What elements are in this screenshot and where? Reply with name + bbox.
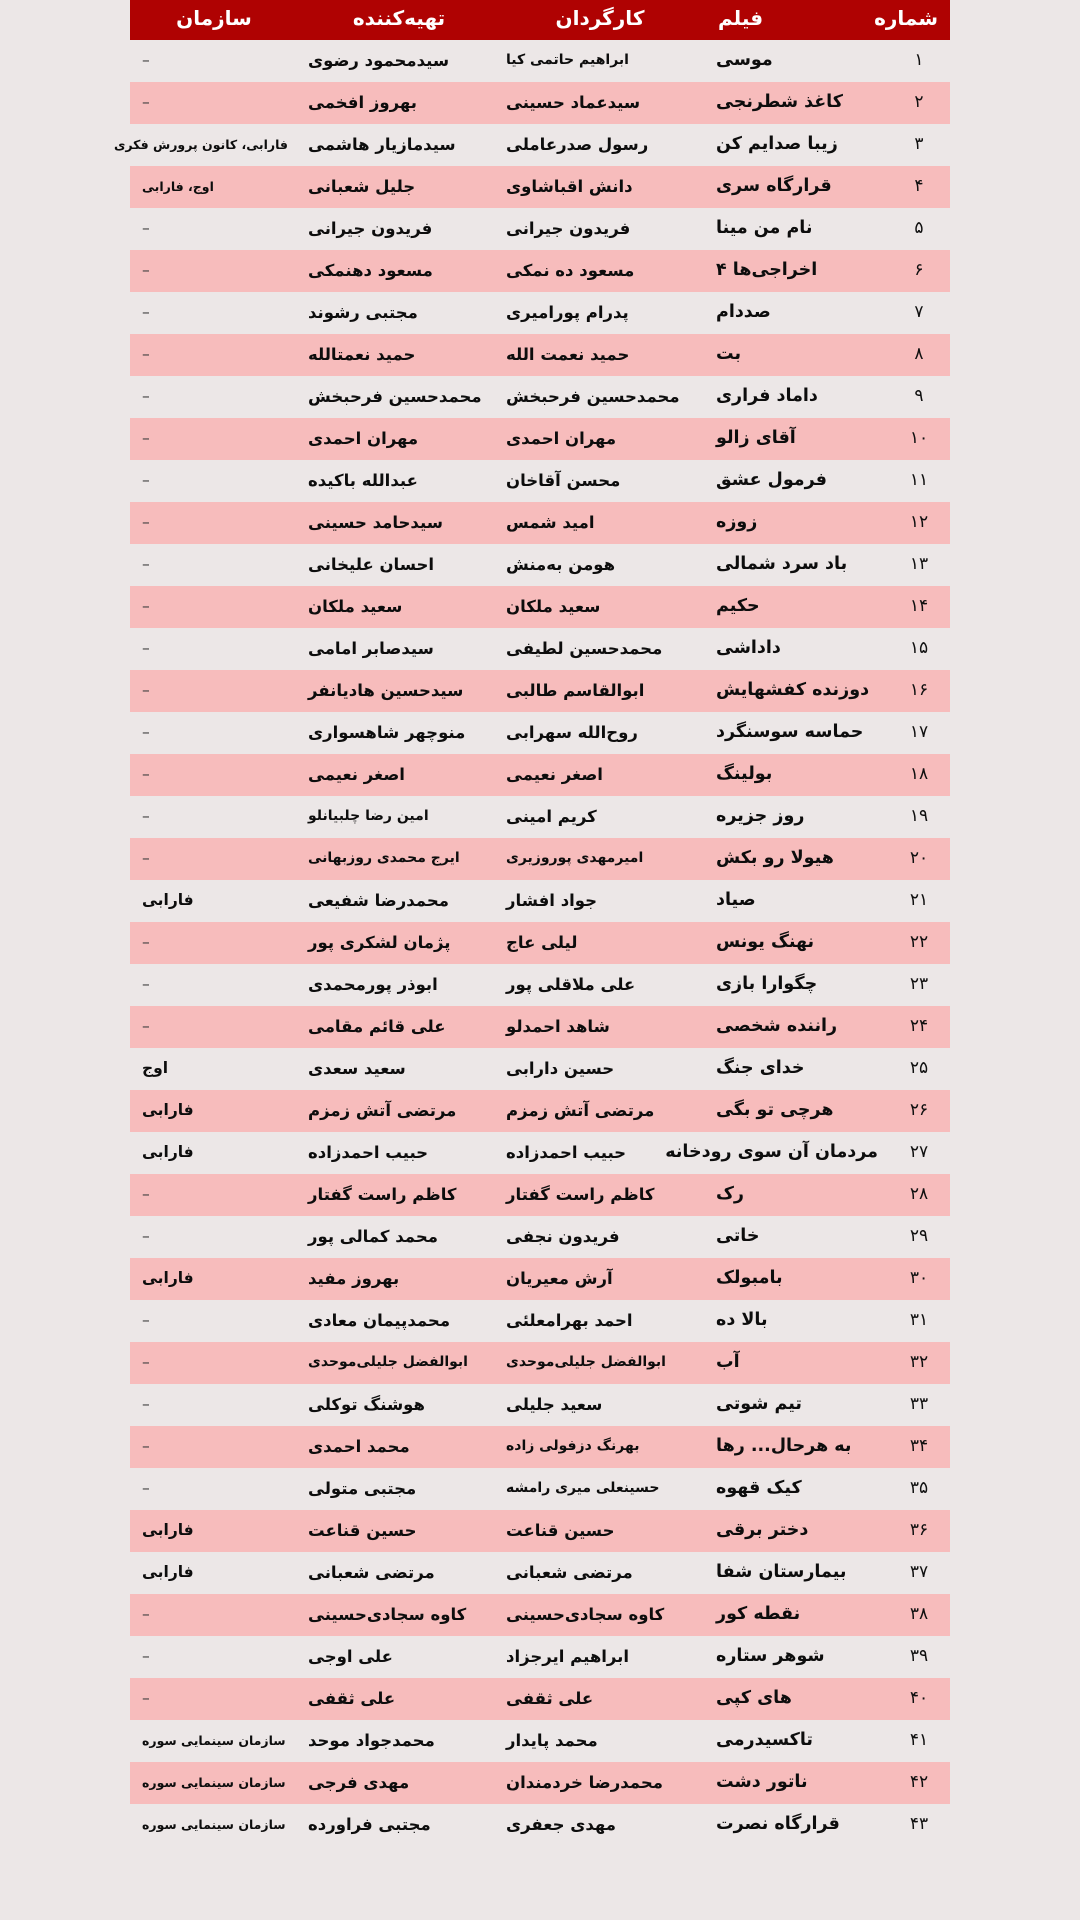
cell-film: ناتور دشت <box>716 1772 808 1793</box>
cell-organization: – <box>142 51 150 70</box>
table-row <box>130 1048 950 1090</box>
table-row <box>130 1342 950 1384</box>
cell-number: ۳۶ <box>909 1520 929 1541</box>
cell-director: ابوالفضل جلیلی‌موحدی <box>506 1354 666 1371</box>
cell-director: کریم امینی <box>506 806 597 826</box>
cell-number: ۴۳ <box>909 1814 929 1835</box>
cell-number: ۲۸ <box>909 1184 929 1205</box>
table-row <box>130 712 950 754</box>
table-row <box>130 1678 950 1720</box>
cell-film: هیولا رو بکش <box>716 848 834 869</box>
cell-producer: امین رضا چلبیانلو <box>308 808 429 825</box>
cell-number: ۳۹ <box>909 1646 929 1667</box>
table-row <box>130 250 950 292</box>
cell-film: چگوارا بازی <box>716 974 818 995</box>
cell-organization: – <box>142 681 150 700</box>
cell-number: ۹ <box>914 386 924 407</box>
table-row <box>130 334 950 376</box>
cell-organization: – <box>142 1311 150 1330</box>
cell-organization: – <box>142 1605 150 1624</box>
cell-number: ۲۳ <box>909 974 929 995</box>
cell-producer: مجتبی متولی <box>308 1478 417 1498</box>
cell-director: حسین دارابی <box>506 1058 615 1078</box>
cell-producer: ابوالفضل جلیلی‌موحدی <box>308 1354 468 1371</box>
cell-director: ابوالقاسم طالبی <box>506 680 645 700</box>
cell-film: خدای جنگ <box>716 1058 805 1079</box>
cell-number: ۱ <box>914 50 924 71</box>
cell-director: شاهد احمدلو <box>506 1016 610 1036</box>
cell-organization: فارابی، کانون پرورش فکری <box>113 137 288 153</box>
cell-organization: فارابی <box>142 1521 194 1540</box>
cell-film: دختر برقی <box>716 1520 809 1541</box>
cell-film: تیم شوتی <box>716 1394 802 1415</box>
cell-producer: ایرج محمدی روزبهانی <box>308 850 460 867</box>
cell-organization: سازمان سینمایی سوره <box>142 1775 286 1791</box>
cell-number: ۷ <box>914 302 924 323</box>
cell-organization: – <box>142 597 150 616</box>
cell-number: ۶ <box>914 260 924 281</box>
cell-number: ۲۷ <box>909 1142 929 1163</box>
cell-director: محمد پایدار <box>506 1730 598 1750</box>
cell-producer: حبیب احمدزاده <box>308 1142 429 1162</box>
cell-director: سعید ملکان <box>506 596 601 616</box>
cell-director: مهدی جعفری <box>506 1814 616 1834</box>
table-row <box>130 1510 950 1552</box>
cell-director: رسول صدرعاملی <box>506 134 649 154</box>
table-row <box>130 1468 950 1510</box>
cell-producer: مهدی فرجی <box>308 1772 410 1792</box>
cell-organization: – <box>142 639 150 658</box>
table-row <box>130 586 950 628</box>
cell-film: داماد فراری <box>716 386 818 407</box>
table-row <box>130 754 950 796</box>
cell-number: ۱۹ <box>909 806 929 827</box>
cell-film: بامبولک <box>716 1268 783 1289</box>
column-header-film: فیلم <box>700 0 888 40</box>
cell-organization: – <box>142 387 150 406</box>
cell-director: محمدحسین لطیفی <box>506 638 663 658</box>
cell-film: اخراجی‌ها ۴ <box>716 260 818 281</box>
cell-director: ابراهیم حاتمی کیا <box>506 52 629 69</box>
cell-producer: عبدالله باکیده <box>308 470 418 490</box>
films-table <box>113 0 950 1846</box>
cell-producer: علی ثقفی <box>308 1688 396 1708</box>
cell-director: جواد افشار <box>506 890 598 910</box>
cell-director: لیلی عاج <box>506 932 578 952</box>
cell-organization: سازمان سینمایی سوره <box>142 1733 286 1749</box>
cell-film: بیمارستان شفا <box>716 1562 847 1583</box>
cell-director: مرتضی آتش زمزم <box>506 1100 655 1120</box>
cell-director: علی ثقفی <box>506 1688 594 1708</box>
cell-film: مردمان آن سوی رودخانه <box>665 1142 878 1163</box>
cell-producer: سیدصابر امامی <box>308 638 434 658</box>
table-row <box>130 124 950 166</box>
cell-producer: سیدمازیار هاشمی <box>308 134 456 154</box>
cell-film: به هرحال... رها <box>716 1436 852 1457</box>
cell-director: محمدرضا خردمندان <box>506 1772 663 1792</box>
cell-organization: – <box>142 555 150 574</box>
cell-number: ۲۴ <box>909 1016 929 1037</box>
cell-director: بهرنگ دزفولی زاده <box>506 1438 640 1455</box>
cell-film: نام من مینا <box>716 218 813 239</box>
cell-organization: اوج، فارابی <box>142 179 214 195</box>
cell-director: کاوه سجادی‌حسینی <box>506 1604 665 1624</box>
cell-director: پدرام پورامیری <box>506 302 629 322</box>
cell-director: مهران احمدی <box>506 428 617 448</box>
cell-director: احمد بهرامعلئی <box>506 1310 633 1330</box>
cell-organization: – <box>142 1647 150 1666</box>
cell-film: فرمول عشق <box>716 470 827 491</box>
cell-organization: فارابی <box>142 1563 194 1582</box>
table-row <box>130 1636 950 1678</box>
cell-number: ۱۴ <box>909 596 929 617</box>
table-row <box>130 1426 950 1468</box>
cell-director: مسعود ده نمکی <box>506 260 635 280</box>
cell-producer: فریدون جیرانی <box>308 218 433 238</box>
table-row <box>130 964 950 1006</box>
table-row <box>130 502 950 544</box>
cell-organization: فارابی <box>142 1269 194 1288</box>
cell-number: ۳۸ <box>909 1604 929 1625</box>
cell-producer: پژمان لشکری پور <box>308 932 451 952</box>
cell-producer: کاوه سجادی‌حسینی <box>308 1604 467 1624</box>
cell-film: داداشی <box>716 638 781 659</box>
cell-film: دوزنده کفشهایش <box>716 680 870 701</box>
table-row <box>130 1594 950 1636</box>
cell-director: محسن آقاخان <box>506 470 621 490</box>
table-row <box>130 1804 950 1846</box>
cell-film: زوزه <box>716 512 758 533</box>
cell-film: های کپی <box>716 1688 792 1709</box>
cell-number: ۱۱ <box>909 470 929 491</box>
cell-producer: سیدحامد حسینی <box>308 512 443 532</box>
cell-producer: مسعود دهنمکی <box>308 260 433 280</box>
cell-film: هرچی تو بگی <box>716 1100 834 1121</box>
cell-number: ۲۹ <box>909 1226 929 1247</box>
cell-producer: سیدمحمود رضوی <box>308 50 450 70</box>
cell-film: موسی <box>716 50 773 71</box>
cell-film: قرارگاه سری <box>716 176 832 197</box>
table-row <box>130 292 950 334</box>
table-row <box>130 1384 950 1426</box>
table-row <box>130 1552 950 1594</box>
cell-organization: – <box>142 723 150 742</box>
cell-organization: – <box>142 1437 150 1456</box>
table-row <box>130 838 950 880</box>
cell-film: آقای زالو <box>716 428 796 449</box>
cell-organization: – <box>142 1479 150 1498</box>
cell-director: کاظم راست گفتار <box>506 1184 655 1204</box>
cell-number: ۱۰ <box>909 428 929 449</box>
cell-number: ۳۱ <box>909 1310 929 1331</box>
cell-film: باد سرد شمالی <box>716 554 848 575</box>
cell-organization: – <box>142 1353 150 1372</box>
cell-number: ۲۱ <box>909 890 929 911</box>
cell-producer: بهروز مفید <box>308 1268 400 1288</box>
cell-film: نهنگ یونس <box>716 932 815 953</box>
cell-director: دانش اقباشاوی <box>506 176 633 196</box>
cell-film: بالا ده <box>716 1310 768 1331</box>
cell-director: حسین قناعت <box>506 1520 615 1540</box>
table-row <box>130 82 950 124</box>
cell-producer: کاظم راست گفتار <box>308 1184 457 1204</box>
table-row <box>130 880 950 922</box>
cell-organization: – <box>142 345 150 364</box>
cell-organization: – <box>142 513 150 532</box>
cell-organization: سازمان سینمایی سوره <box>142 1817 286 1833</box>
cell-director: فریدون نجفی <box>506 1226 620 1246</box>
table-row <box>130 208 950 250</box>
cell-number: ۲ <box>914 92 924 113</box>
cell-producer: اصغر نعیمی <box>308 764 405 784</box>
cell-director: فریدون جیرانی <box>506 218 631 238</box>
column-header-producer: تهیه‌کننده <box>298 0 500 40</box>
cell-director: سعید جلیلی <box>506 1394 603 1414</box>
table-header-row <box>130 0 950 40</box>
cell-producer: جلیل شعبانی <box>308 176 416 196</box>
cell-producer: حمید نعمتالله <box>308 344 416 364</box>
cell-producer: مهران احمدی <box>308 428 419 448</box>
cell-director: امید شمس <box>506 512 595 532</box>
cell-film: قرارگاه نصرت <box>716 1814 840 1835</box>
cell-film: روز جزیره <box>716 806 805 827</box>
cell-director: علی ملاقلی پور <box>506 974 636 994</box>
cell-organization: فارابی <box>142 891 194 910</box>
cell-film: بولینگ <box>716 764 773 785</box>
cell-organization: – <box>142 933 150 952</box>
cell-producer: سیدحسین هادیانفر <box>308 680 464 700</box>
cell-number: ۴۰ <box>909 1688 929 1709</box>
table-row <box>130 1090 950 1132</box>
cell-number: ۴۲ <box>909 1772 929 1793</box>
cell-organization: – <box>142 429 150 448</box>
cell-film: کیک قهوه <box>716 1478 802 1499</box>
cell-number: ۳۷ <box>909 1562 929 1583</box>
cell-producer: علی قائم مقامی <box>308 1016 446 1036</box>
cell-number: ۱۳ <box>909 554 929 575</box>
cell-number: ۱۷ <box>909 722 929 743</box>
cell-producer: هوشنگ توکلی <box>308 1394 425 1414</box>
cell-producer: محمدجواد موحد <box>308 1730 435 1750</box>
cell-number: ۳۲ <box>909 1352 929 1373</box>
cell-number: ۳۰ <box>909 1268 929 1289</box>
cell-producer: مجتبی رشوند <box>308 302 418 322</box>
cell-number: ۱۶ <box>909 680 929 701</box>
table-row <box>130 1762 950 1804</box>
cell-film: تاکسیدرمی <box>716 1730 813 1751</box>
cell-producer: منوچهر شاهسواری <box>308 722 466 742</box>
cell-organization: – <box>142 1227 150 1246</box>
table-row <box>130 670 950 712</box>
cell-organization: – <box>142 471 150 490</box>
cell-director: حبیب احمدزاده <box>506 1142 627 1162</box>
cell-film: صددام <box>716 302 771 323</box>
cell-director: حسینعلی میری رامشه <box>506 1480 660 1497</box>
table-row <box>130 1300 950 1342</box>
cell-organization: – <box>142 765 150 784</box>
cell-film: آب <box>716 1352 740 1373</box>
cell-film: زیبا صدایم کن <box>716 134 838 155</box>
cell-number: ۸ <box>914 344 924 365</box>
cell-director: ابراهیم ایرجزاد <box>506 1646 630 1666</box>
table-row <box>130 922 950 964</box>
cell-director: حمید نعمت الله <box>506 344 630 364</box>
cell-producer: سعید سعدی <box>308 1058 406 1078</box>
cell-organization: – <box>142 849 150 868</box>
table-row <box>130 1174 950 1216</box>
cell-film: رک <box>716 1184 744 1205</box>
cell-director: هومن به‌منش <box>506 554 616 574</box>
cell-producer: حسین قناعت <box>308 1520 417 1540</box>
cell-number: ۱۸ <box>909 764 929 785</box>
cell-organization: – <box>142 1017 150 1036</box>
column-header-organization: سازمان <box>130 0 298 40</box>
cell-number: ۲۶ <box>909 1100 929 1121</box>
cell-organization: – <box>142 1185 150 1204</box>
cell-film: خاتی <box>716 1226 760 1247</box>
table-row <box>130 418 950 460</box>
cell-number: ۵ <box>914 218 924 239</box>
cell-producer: احسان علیخانی <box>308 554 435 574</box>
cell-producer: بهروز افخمی <box>308 92 417 112</box>
cell-organization: – <box>142 261 150 280</box>
cell-organization: اوج <box>142 1059 169 1078</box>
cell-film: نقطه کور <box>716 1604 801 1625</box>
cell-producer: محمدپیمان معادی <box>308 1310 451 1330</box>
table-body <box>113 40 950 1846</box>
table-row <box>130 376 950 418</box>
table-row <box>130 1132 950 1174</box>
cell-number: ۴ <box>914 176 924 197</box>
cell-organization: – <box>142 807 150 826</box>
cell-film: شوهر ستاره <box>716 1646 825 1667</box>
cell-organization: فارابی <box>142 1143 194 1162</box>
table-row <box>130 1216 950 1258</box>
table-row <box>130 544 950 586</box>
cell-organization: – <box>142 303 150 322</box>
cell-organization: – <box>142 1395 150 1414</box>
cell-organization: فارابی <box>142 1101 194 1120</box>
table-row <box>130 1258 950 1300</box>
table-row <box>130 628 950 670</box>
cell-producer: مرتضی شعبانی <box>308 1562 435 1582</box>
cell-producer: علی اوجی <box>308 1646 393 1666</box>
cell-number: ۴۱ <box>909 1730 929 1751</box>
cell-film: بت <box>716 344 742 365</box>
cell-director: محمدحسین فرحبخش <box>506 386 680 406</box>
cell-number: ۲۵ <box>909 1058 929 1079</box>
table-row <box>130 1006 950 1048</box>
table-row <box>130 1720 950 1762</box>
cell-director: اصغر نعیمی <box>506 764 603 784</box>
cell-producer: محمد کمالی پور <box>308 1226 438 1246</box>
cell-producer: محمدحسین فرحبخش <box>308 386 482 406</box>
table-header <box>130 0 950 40</box>
table-row <box>130 796 950 838</box>
cell-film: راننده شخصی <box>716 1016 838 1037</box>
cell-number: ۳۳ <box>909 1394 929 1415</box>
cell-film: کاغذ شطرنجی <box>716 92 843 113</box>
cell-film: حکیم <box>716 596 760 617</box>
cell-producer: سعید ملکان <box>308 596 403 616</box>
column-header-director: کارگردان <box>500 0 700 40</box>
cell-film: صیاد <box>716 890 756 911</box>
cell-organization: – <box>142 975 150 994</box>
cell-organization: – <box>142 93 150 112</box>
cell-director: مرتضی شعبانی <box>506 1562 633 1582</box>
column-header-number: شماره <box>888 0 950 40</box>
cell-producer: مرتضی آتش زمزم <box>308 1100 457 1120</box>
cell-number: ۳ <box>914 134 924 155</box>
cell-number: ۲۲ <box>909 932 929 953</box>
cell-director: روح‌الله سهرابی <box>506 722 638 742</box>
table-row <box>130 460 950 502</box>
cell-producer: ابوذر پورمحمدی <box>308 974 438 994</box>
cell-number: ۱۲ <box>909 512 929 533</box>
cell-producer: محمدرضا شفیعی <box>308 890 449 910</box>
cell-producer: مجتبی فراورده <box>308 1814 431 1834</box>
cell-director: امیرمهدی پوروزیری <box>506 850 644 867</box>
cell-producer: محمد احمدی <box>308 1436 410 1456</box>
cell-organization: – <box>142 219 150 238</box>
table-row <box>130 166 950 208</box>
cell-director: آرش معیریان <box>506 1268 613 1288</box>
cell-number: ۳۵ <box>909 1478 929 1499</box>
cell-organization: – <box>142 1689 150 1708</box>
cell-number: ۳۴ <box>909 1436 929 1457</box>
cell-number: ۲۰ <box>909 848 929 869</box>
cell-film: حماسه سوسنگرد <box>716 722 864 743</box>
cell-director: سیدعماد حسینی <box>506 92 641 112</box>
cell-number: ۱۵ <box>909 638 929 659</box>
table-row <box>130 40 950 82</box>
